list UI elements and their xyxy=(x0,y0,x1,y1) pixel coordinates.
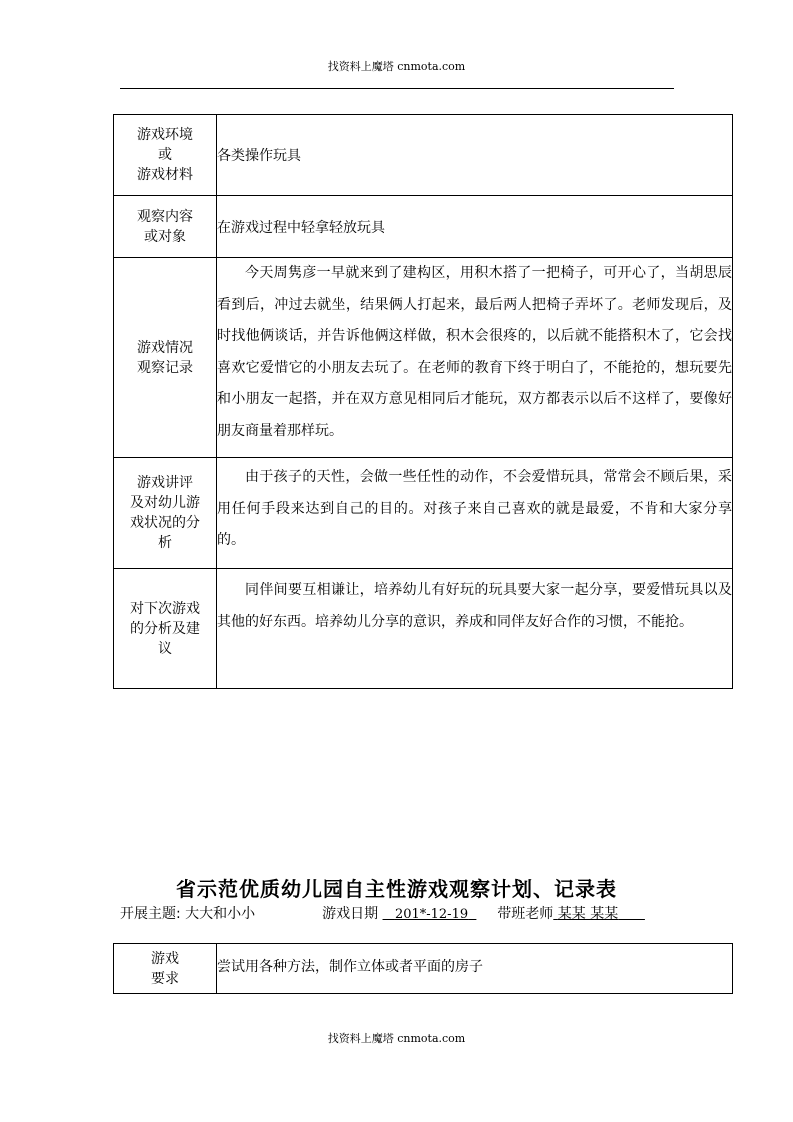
table-row xyxy=(114,258,733,458)
row-label: 对下次游戏 的分析及建 议 xyxy=(114,569,217,689)
row-content: 由于孩子的天性，会做一些任性的动作，不会爱惜玩具，常常会不顾后果，采用任何手段来达到自己的目的。对孩子来自己喜欢的就是最爱，不肯和大家分享的。 xyxy=(217,458,733,569)
teacher-label: 带班老师 xyxy=(497,906,554,922)
table-row xyxy=(114,944,733,994)
table-row xyxy=(114,196,733,258)
theme-value: 大大和小小 xyxy=(185,906,256,922)
row-content: 尝试用各种方法，制作立体或者平面的房子 xyxy=(217,944,733,994)
row-label: 游戏环境 或 游戏材料 xyxy=(114,115,217,196)
page-footer: 找资料上魔塔 cnmota.com xyxy=(327,1032,466,1045)
date-label: 游戏日期 xyxy=(322,906,379,922)
observation-table xyxy=(113,114,733,689)
row-content: 今天周隽彦一早就来到了建构区，用积木搭了一把椅子，可开心了，当胡思辰看到后，冲过去就坐，结果俩人打起来，最后两人把椅子弄坏了。老师发现后，及时找他俩谈话，并告诉他俩这样做，积木会很疼的，以后就不能搭积木了，它会找喜欢它爱惜它的小朋友去玩了。在老师的教育下终于明白了，不能抢的，想玩要先和小朋友一起搭，并在双方意见相同后才能玩，双方都表示以后不这样了，要像好朋友商量着那样玩。 xyxy=(217,258,733,458)
row-content: 同伴间要互相谦让，培养幼儿有好玩的玩具要大家一起分享，要爱惜玩具以及其他的好东西。培养幼儿分享的意识，养成和同伴友好合作的习惯，不能抢。 xyxy=(217,569,733,689)
page-header: 找资料上魔塔 cnmota.com xyxy=(327,60,466,73)
teacher-value: 某某 某某 xyxy=(557,906,619,922)
row-content: 各类操作玩具 xyxy=(217,115,733,196)
table-row xyxy=(114,458,733,569)
row-label: 游戏讲评 及对幼儿游 戏状况的分 析 xyxy=(114,458,217,569)
form-meta xyxy=(120,904,680,925)
theme-label: 开展主题: xyxy=(120,906,181,922)
table-row xyxy=(114,569,733,689)
header-divider xyxy=(120,88,674,89)
table-row xyxy=(114,115,733,196)
date-value: 201*-12-19 xyxy=(394,907,469,922)
requirement-table xyxy=(113,943,733,994)
row-label: 游戏情况 观察记录 xyxy=(114,258,217,458)
row-label: 观察内容 或对象 xyxy=(114,196,217,258)
row-label: 游戏 要求 xyxy=(114,944,217,994)
row-content: 在游戏过程中轻拿轻放玩具 xyxy=(217,196,733,258)
form-title: 省示范优质幼儿园自主性游戏观察计划、记录表 xyxy=(176,877,617,901)
